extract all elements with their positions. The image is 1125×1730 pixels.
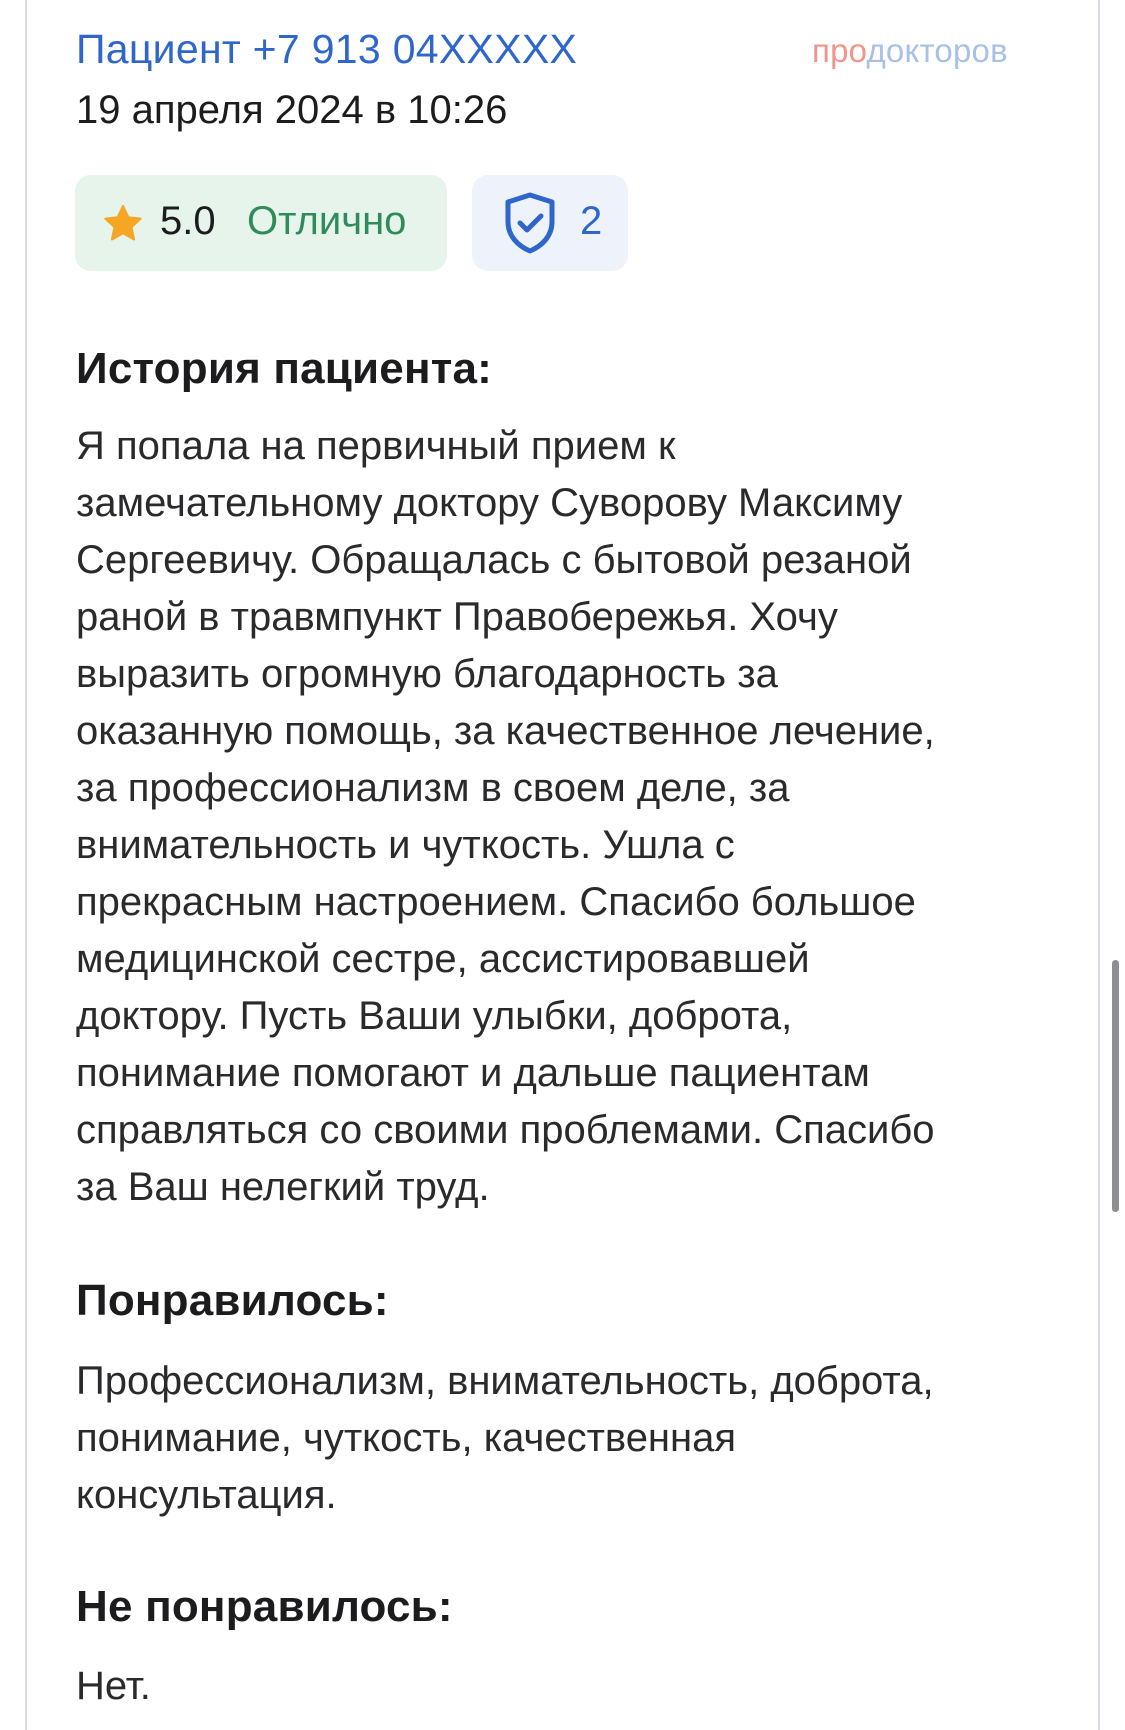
logo-part-doc: докторов [866, 32, 1008, 69]
liked-line: Профессионализм, внимательность, доброта, [76, 1359, 934, 1403]
story-line: за профессионализм в своем деле, за [76, 766, 790, 810]
disliked-text [76, 1658, 1066, 1715]
review-date: 19 апреля 2024 в 10:26 [76, 88, 508, 132]
liked-line: понимание, чуткость, качественная [76, 1416, 737, 1460]
verification-badge[interactable] [472, 175, 628, 271]
story-line: прекрасным настроением. Спасибо большое [76, 880, 916, 924]
story-line: внимательность и чуткость. Ушла с [76, 823, 735, 867]
shield-check-icon [500, 189, 560, 257]
liked-text [76, 1353, 1066, 1524]
disliked-heading: Не понравилось: [76, 1582, 453, 1631]
story-line: замечательному доктору Суворову Максиму [76, 481, 903, 525]
story-line: оказанную помощь, за качественное лечение, [76, 709, 935, 753]
rating-label: Отлично [247, 199, 407, 243]
story-line: Я попала на первичный прием к [76, 424, 676, 468]
story-line: доктору. Пусть Ваши улыбки, доброта, [76, 994, 793, 1038]
story-heading: История пациента: [76, 344, 493, 393]
review-author-link[interactable]: Пациент +7 913 04XXXXX [76, 26, 578, 72]
scrollbar-thumb[interactable] [1112, 960, 1119, 1212]
rating-badge[interactable] [75, 175, 447, 271]
star-icon [101, 202, 145, 246]
story-line: Сергеевичу. Обращалась с бытовой резаной [76, 538, 912, 582]
story-line: справляться со своими проблемами. Спасибо [76, 1108, 935, 1152]
verification-count: 2 [580, 199, 603, 243]
story-text [76, 418, 1066, 1216]
disliked-line: Нет. [76, 1664, 151, 1708]
logo-part-pro: про [812, 32, 867, 69]
liked-heading: Понравилось: [76, 1276, 389, 1325]
rating-value: 5.0 [160, 199, 216, 243]
story-line: за Ваш нелегкий труд. [76, 1165, 490, 1209]
liked-line: консультация. [76, 1473, 337, 1517]
prodoctorov-logo[interactable] [812, 32, 1008, 70]
story-line: понимание помогают и дальше пациентам [76, 1051, 870, 1095]
story-line: медицинской сестре, ассистировавшей [76, 937, 810, 981]
story-line: раной в травмпункт Правобережья. Хочу [76, 595, 838, 639]
story-line: выразить огромную благодарность за [76, 652, 778, 696]
